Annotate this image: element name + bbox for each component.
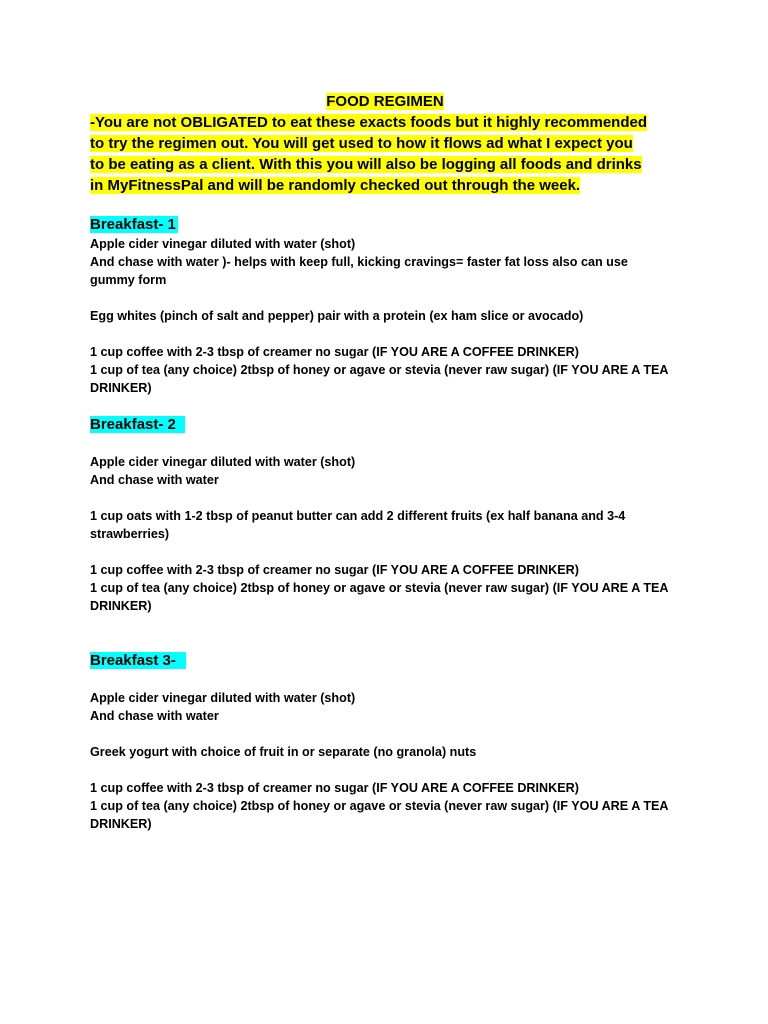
section-line: Apple cider vinegar diluted with water (shot) bbox=[90, 691, 356, 705]
section-heading-text: Breakfast- 2 bbox=[90, 416, 185, 433]
section-heading bbox=[90, 215, 690, 235]
section-breakfast-2 bbox=[90, 415, 690, 615]
section-heading bbox=[90, 651, 690, 671]
section-line: 1 cup oats with 1-2 tbsp of peanut butter can add 2 different fruits (ex half banana and 3-4 strawberries) bbox=[90, 509, 626, 541]
intro-paragraph bbox=[90, 112, 650, 196]
section-line: Greek yogurt with choice of fruit in or separate (no granola) nuts bbox=[90, 745, 477, 759]
section-line: And chase with water bbox=[90, 709, 219, 723]
section-line: 1 cup coffee with 2-3 tbsp of creamer no sugar (IF YOU ARE A COFFEE DRINKER) bbox=[90, 345, 579, 359]
section-line: 1 cup of tea (any choice) 2tbsp of honey or agave or stevia (never raw sugar) (IF YOU ARE A TEA DRINKER) bbox=[90, 581, 669, 613]
section-heading-text: Breakfast- 1 bbox=[90, 216, 176, 233]
section-heading-text: Breakfast 3- bbox=[90, 652, 186, 669]
section-line: And chase with water )- helps with keep full, kicking cravings= faster fat loss also can use gummy form bbox=[90, 255, 628, 287]
document-body bbox=[90, 92, 690, 833]
section-line: And chase with water bbox=[90, 473, 219, 487]
section-heading bbox=[90, 415, 690, 435]
intro-text: -You are not OBLIGATED to eat these exacts foods but it highly recommended to try the regimen out. You will get used to how it flows ad what I expect you to be eating as a client. With this you will also be logging all foods and drinks in MyFitnessPal and will be randomly checked out through the week. bbox=[90, 114, 648, 194]
section-line: 1 cup of tea (any choice) 2tbsp of honey or agave or stevia (never raw sugar) (IF YOU ARE A TEA DRINKER) bbox=[90, 799, 669, 831]
title-row bbox=[90, 92, 680, 112]
section-line: Apple cider vinegar diluted with water (shot) bbox=[90, 237, 356, 251]
section-line: 1 cup coffee with 2-3 tbsp of creamer no sugar (IF YOU ARE A COFFEE DRINKER) bbox=[90, 781, 579, 795]
section-line: Apple cider vinegar diluted with water (shot) bbox=[90, 455, 356, 469]
section-breakfast-3 bbox=[90, 651, 690, 833]
section-line: 1 cup coffee with 2-3 tbsp of creamer no sugar (IF YOU ARE A COFFEE DRINKER) bbox=[90, 563, 579, 577]
page-title: FOOD REGIMEN bbox=[326, 93, 444, 110]
section-breakfast-1 bbox=[90, 215, 690, 397]
section-line: 1 cup of tea (any choice) 2tbsp of honey or agave or stevia (never raw sugar) (IF YOU ARE A TEA DRINKER) bbox=[90, 363, 669, 395]
section-line: Egg whites (pinch of salt and pepper) pair with a protein (ex ham slice or avocado) bbox=[90, 309, 584, 323]
